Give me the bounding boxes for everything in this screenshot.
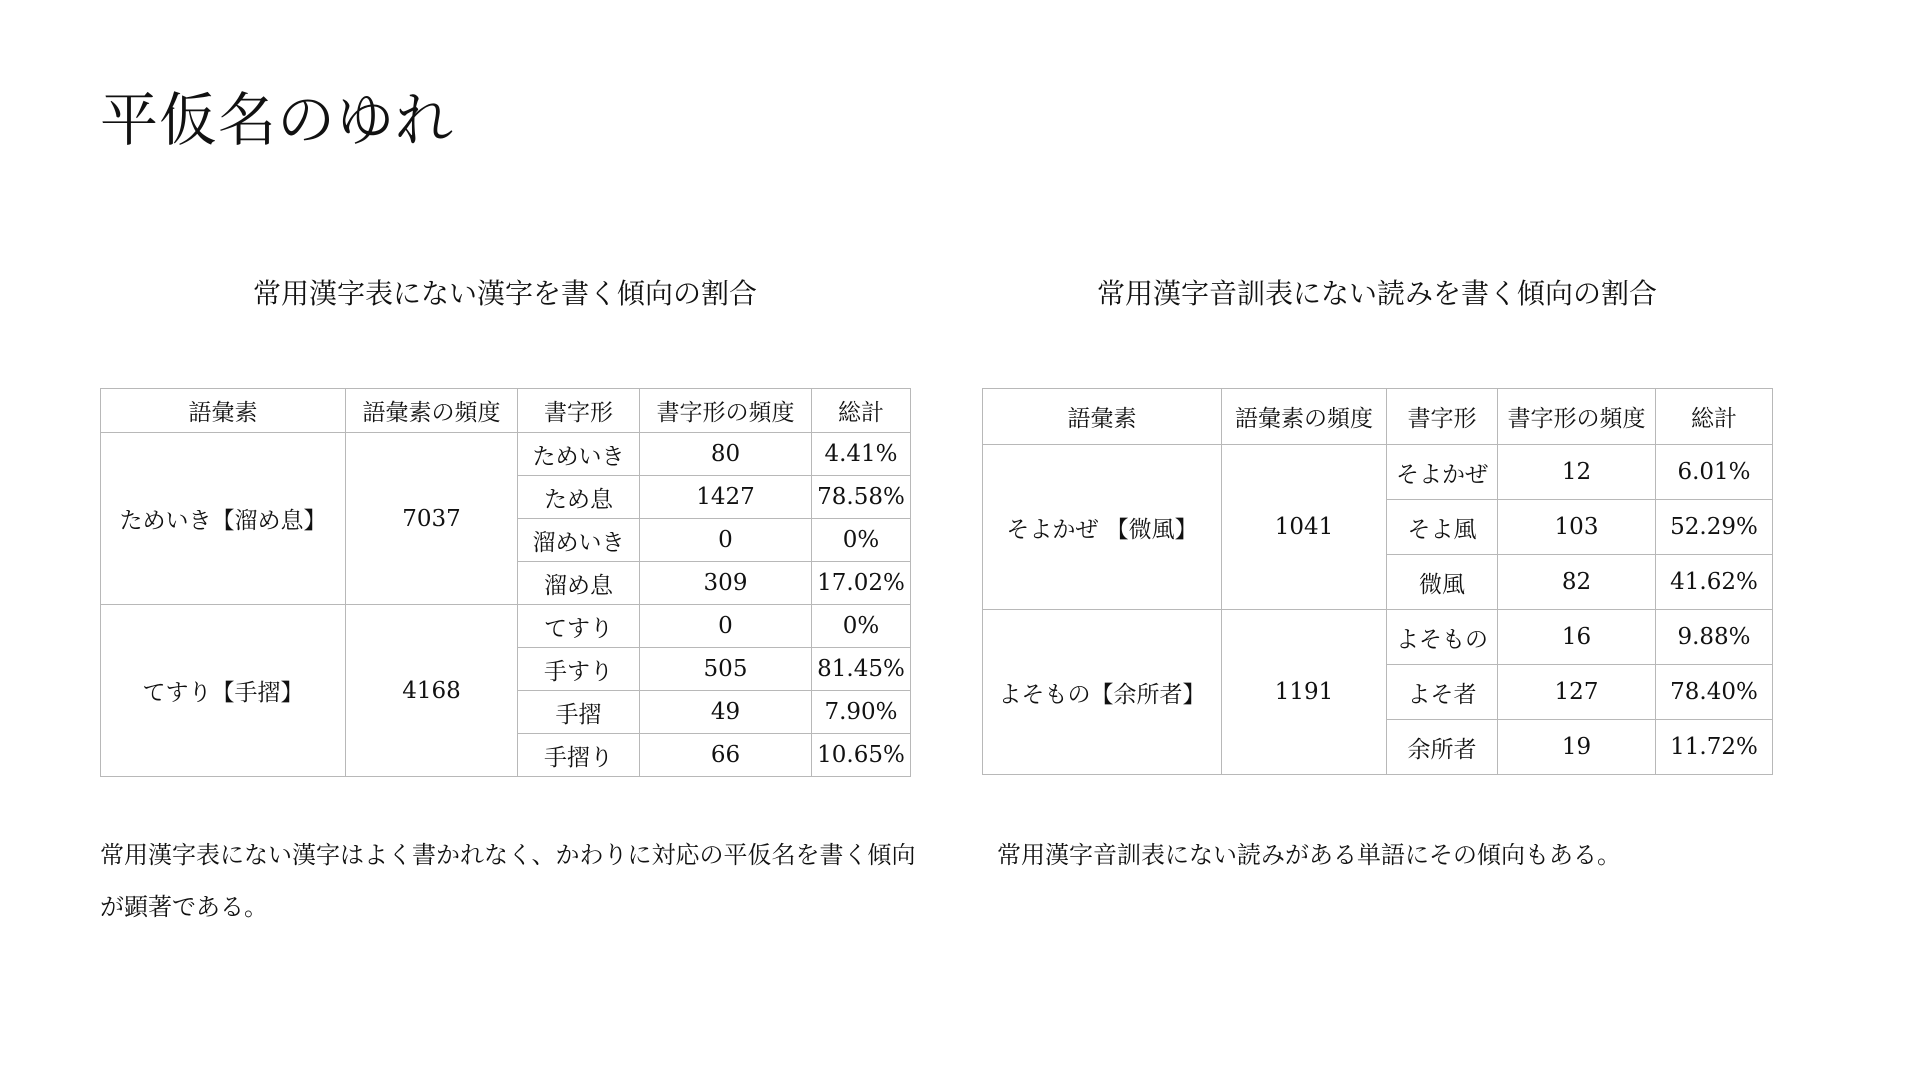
form-frequency-cell: 80 <box>640 433 812 476</box>
form-frequency-cell: 12 <box>1498 445 1656 500</box>
table-row <box>983 445 1773 500</box>
total-percent-cell: 81.45% <box>812 648 911 691</box>
right-conclusion-text: 常用漢字音訓表にない読みがある単語にその傾向もある。 <box>997 841 1621 869</box>
column-header-written-form: 書字形 <box>518 389 640 433</box>
form-frequency-cell: 505 <box>640 648 812 691</box>
form-frequency-cell: 103 <box>1498 500 1656 555</box>
total-percent-cell: 78.40% <box>1656 665 1773 720</box>
column-header-lexeme: 語彙素 <box>983 389 1222 445</box>
form-frequency-cell: 19 <box>1498 720 1656 775</box>
lexeme-frequency-cell: 1041 <box>1222 445 1387 610</box>
kanji-frequency-table <box>100 388 911 777</box>
lexeme-frequency-cell: 4168 <box>346 605 518 777</box>
written-form-cell: 手すり <box>518 648 640 691</box>
form-frequency-cell: 82 <box>1498 555 1656 610</box>
table-header-row <box>983 389 1773 445</box>
written-form-cell: ため息 <box>518 476 640 519</box>
total-percent-cell: 9.88% <box>1656 610 1773 665</box>
total-percent-cell: 7.90% <box>812 691 911 734</box>
lexeme-cell: ためいき【溜め息】 <box>101 433 346 605</box>
total-percent-cell: 4.41% <box>812 433 911 476</box>
written-form-cell: 溜めいき <box>518 519 640 562</box>
written-form-cell: そよ風 <box>1387 500 1498 555</box>
lexeme-cell: よそもの【余所者】 <box>983 610 1222 775</box>
total-percent-cell: 78.58% <box>812 476 911 519</box>
written-form-cell: 溜め息 <box>518 562 640 605</box>
form-frequency-cell: 127 <box>1498 665 1656 720</box>
column-header-form-frequency: 書字形の頻度 <box>1498 389 1656 445</box>
lexeme-frequency-cell: 7037 <box>346 433 518 605</box>
table-header-row <box>101 389 911 433</box>
written-form-cell: よそ者 <box>1387 665 1498 720</box>
form-frequency-cell: 309 <box>640 562 812 605</box>
form-frequency-cell: 16 <box>1498 610 1656 665</box>
written-form-cell: 余所者 <box>1387 720 1498 775</box>
written-form-cell: そよかぜ <box>1387 445 1498 500</box>
total-percent-cell: 6.01% <box>1656 445 1773 500</box>
left-conclusion-text: 常用漢字表にない漢字はよく書かれなく、かわりに対応の平仮名を書く傾向が顕著である。 <box>100 841 916 921</box>
column-header-lexeme: 語彙素 <box>101 389 346 433</box>
written-form-cell: よそもの <box>1387 610 1498 665</box>
table-row <box>983 610 1773 665</box>
page-title: 平仮名のゆれ <box>100 86 455 154</box>
written-form-cell: 微風 <box>1387 555 1498 610</box>
total-percent-cell: 41.62% <box>1656 555 1773 610</box>
column-header-lexeme-frequency: 語彙素の頻度 <box>346 389 518 433</box>
total-percent-cell: 11.72% <box>1656 720 1773 775</box>
left-table-heading: 常用漢字表にない漢字を書く傾向の割合 <box>252 277 757 310</box>
column-header-lexeme-frequency: 語彙素の頻度 <box>1222 389 1387 445</box>
total-percent-cell: 0% <box>812 605 911 648</box>
column-header-total: 総計 <box>812 389 911 433</box>
form-frequency-cell: 66 <box>640 734 812 777</box>
form-frequency-cell: 49 <box>640 691 812 734</box>
form-frequency-cell: 0 <box>640 519 812 562</box>
written-form-cell: 手摺 <box>518 691 640 734</box>
written-form-cell: ためいき <box>518 433 640 476</box>
lexeme-cell: そよかぜ 【微風】 <box>983 445 1222 610</box>
written-form-cell: てすり <box>518 605 640 648</box>
column-header-written-form: 書字形 <box>1387 389 1498 445</box>
right-table-heading: 常用漢字音訓表にない読みを書く傾向の割合 <box>1096 277 1657 310</box>
total-percent-cell: 52.29% <box>1656 500 1773 555</box>
column-header-form-frequency: 書字形の頻度 <box>640 389 812 433</box>
lexeme-frequency-cell: 1191 <box>1222 610 1387 775</box>
written-form-cell: 手摺り <box>518 734 640 777</box>
reading-frequency-table <box>982 388 1773 775</box>
total-percent-cell: 0% <box>812 519 911 562</box>
column-header-total: 総計 <box>1656 389 1773 445</box>
table-row <box>101 433 911 476</box>
form-frequency-cell: 0 <box>640 605 812 648</box>
table-row <box>101 605 911 648</box>
form-frequency-cell: 1427 <box>640 476 812 519</box>
total-percent-cell: 10.65% <box>812 734 911 777</box>
lexeme-cell: てすり【手摺】 <box>101 605 346 777</box>
total-percent-cell: 17.02% <box>812 562 911 605</box>
